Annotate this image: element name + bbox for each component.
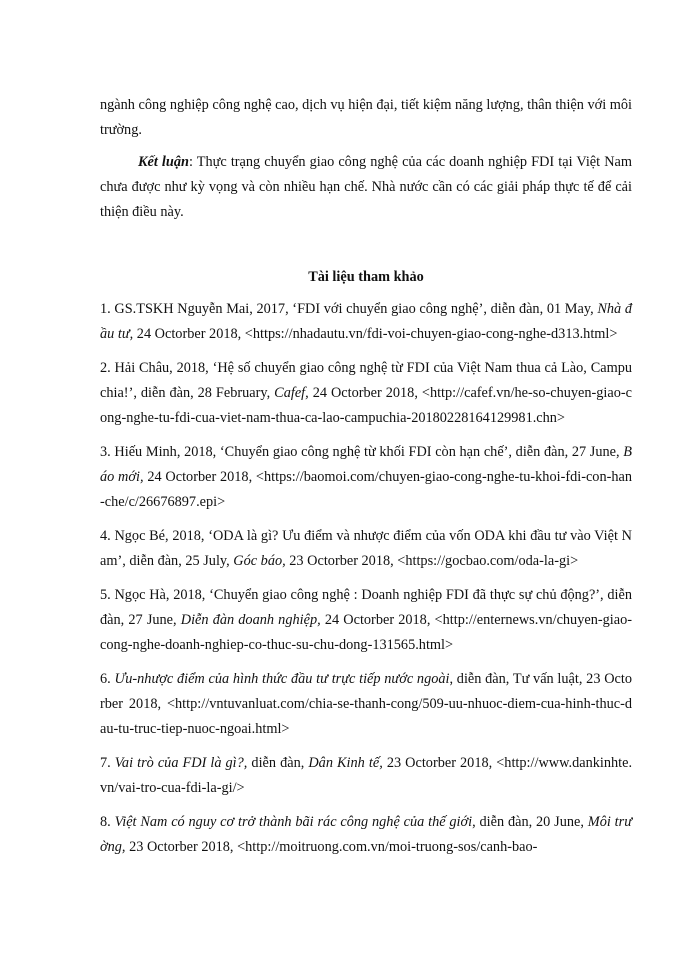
- reference-text: , diễn đàn, 20 June,: [472, 814, 588, 830]
- paragraph-continuation: ngành công nghiệp công nghệ cao, dịch vụ hiện đại, tiết kiệm năng lượng, thân thiện với môi trường.: [100, 97, 632, 138]
- references-heading: Tài liệu tham khảo: [308, 269, 424, 285]
- reference-source: Cafef,: [274, 385, 309, 401]
- reference-text: 24 Octorber 2018, <http://cafef.vn/he-so-chuyen-giao-cong-nghe-tu-fdi-cua-viet-nam-thua-ca-lao-campuchia-20180228164129981.chn>: [100, 385, 632, 426]
- reference-item: [100, 356, 632, 431]
- reference-text: 4. Ngọc Bé, 2018, ‘ODA là gì? Ưu điểm và nhược điểm của vốn ODA khi đầu tư vào Việt Nam’, diễn đàn, 25 July,: [100, 528, 632, 569]
- reference-source: Việt Nam có nguy cơ trở thành bãi rác công nghệ của thế giới: [114, 814, 473, 830]
- reference-source: Ưu-nhược điểm của hình thức đầu tư trực tiếp nước ngoài: [114, 671, 450, 687]
- reference-source: Góc báo,: [233, 553, 286, 569]
- reference-text: 6.: [100, 671, 115, 687]
- reference-text: diễn đàn,: [247, 755, 309, 771]
- reference-item: [100, 810, 632, 860]
- reference-text: 1. GS.TSKH Nguyễn Mai, 2017, ‘FDI với chuyển giao công nghệ’, diễn đàn, 01 May,: [100, 301, 598, 317]
- reference-item: [100, 751, 632, 801]
- reference-text: 23 Octorber 2018, <https://gocbao.com/oda-la-gi>: [285, 553, 579, 569]
- reference-text: 24 Octorber 2018, <http://enternews.vn/chuyen-giao-cong-nghe-doanh-nghiep-co-thuc-su-chu-dong-131565.html>: [100, 612, 632, 653]
- reference-source: Diễn đàn doanh nghiệp,: [180, 612, 321, 628]
- reference-text: 23 Octorber 2018, <http://www.dankinhte.vn/vai-tro-cua-fdi-la-gi/>: [100, 755, 633, 796]
- conclusion-text: : Thực trạng chuyển giao công nghệ của các doanh nghiệp FDI tại Việt Nam chưa được như kỳ vọng và còn nhiều hạn chế. Nhà nước cần có các giải pháp thực tế để cải thiện điều này.: [100, 154, 632, 220]
- reference-text: 7.: [100, 755, 115, 771]
- reference-text: 2. Hải Châu, 2018, ‘Hệ số chuyển giao công nghệ từ FDI của Việt Nam thua cả Lào, Campuchia!’, diễn đàn, 28 February,: [100, 360, 632, 401]
- reference-source: Báo mới,: [100, 444, 632, 485]
- reference-item: [100, 524, 632, 574]
- reference-text: 5. Ngọc Hà, 2018, ‘Chuyển giao công nghệ : Doanh nghiệp FDI đã thực sự chủ động?’, diễn đàn, 27 June,: [100, 587, 632, 628]
- reference-item: [100, 440, 632, 515]
- reference-text: 8.: [100, 814, 115, 830]
- reference-source: Dân Kinh tế,: [308, 755, 383, 771]
- reference-text: 3. Hiếu Minh, 2018, ‘Chuyển giao công nghệ từ khối FDI còn hạn chế’, diễn đàn, 27 June,: [100, 444, 624, 460]
- reference-item: [100, 583, 632, 658]
- conclusion-paragraph: [100, 150, 632, 225]
- reference-text: 23 Octorber 2018, <http://moitruong.com.vn/moi-truong-sos/canh-bao-: [125, 839, 538, 855]
- reference-text: , diễn đàn, Tư vấn luật, 23 Octorber 2018, <http://vntuvanluat.com/chia-se-thanh-cong/509-uu-nhuoc-diem-cua-hinh-thuc-dau-tu-truc-tiep-nuoc-ngoai.html>: [100, 671, 633, 737]
- reference-item: [100, 667, 632, 742]
- reference-source: Vai trò của FDI là gì?,: [114, 755, 248, 771]
- reference-text: 24 Octorber 2018, <https://nhadautu.vn/fdi-voi-chuyen-giao-cong-nghe-d313.html>: [133, 326, 618, 342]
- conclusion-label: Kết luận: [138, 154, 189, 170]
- reference-item: [100, 297, 632, 347]
- reference-source: Môi trường,: [100, 814, 632, 855]
- reference-text: 24 Octorber 2018, <https://baomoi.com/chuyen-giao-cong-nghe-tu-khoi-fdi-con-han-che/c/26676897.epi>: [100, 469, 633, 510]
- reference-source: Nhà đầu tư,: [100, 301, 632, 342]
